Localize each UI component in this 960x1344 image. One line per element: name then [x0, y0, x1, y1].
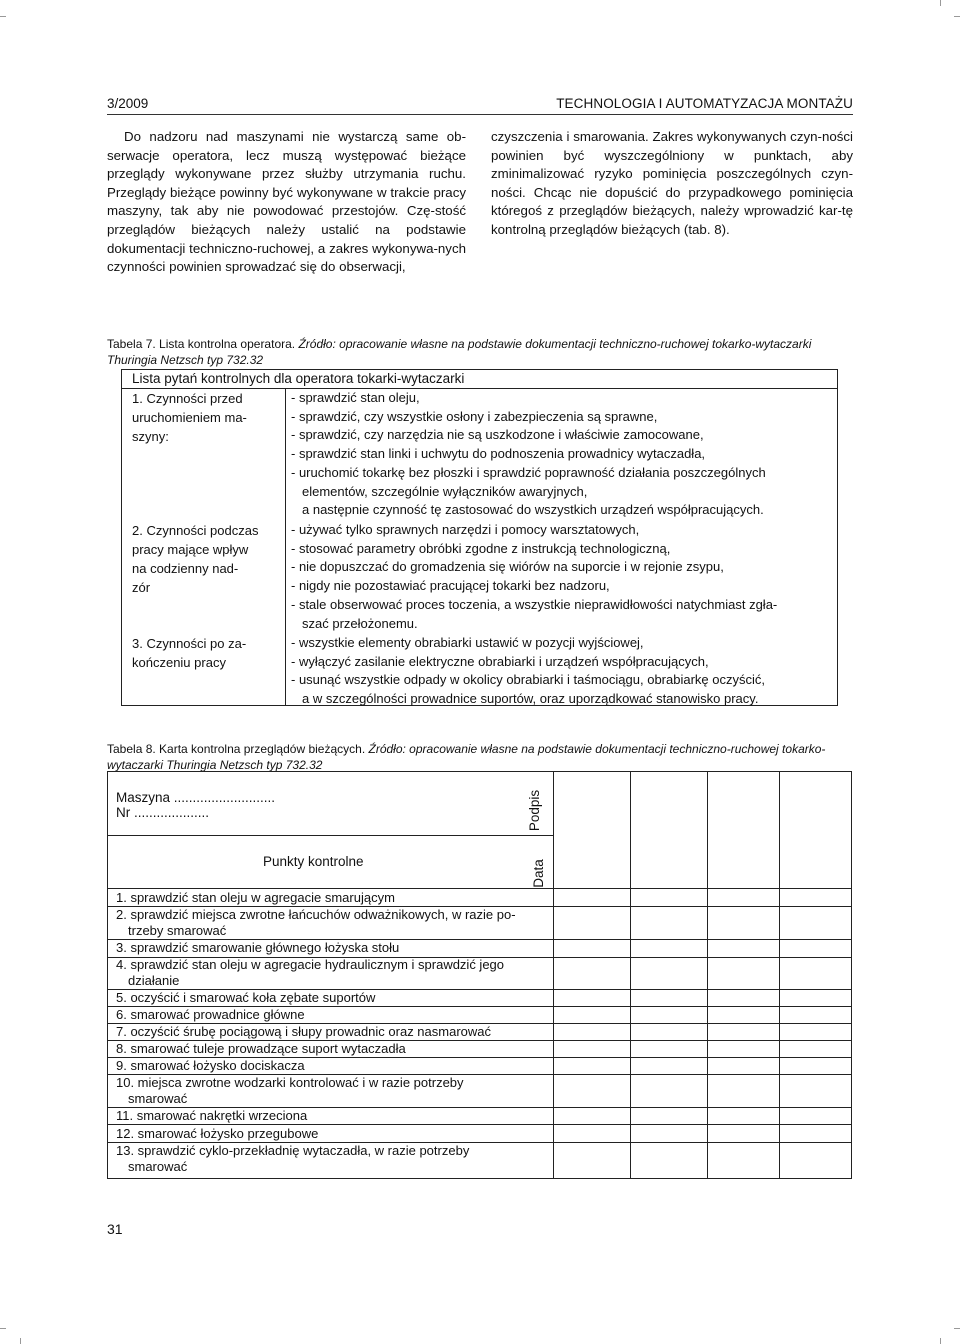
body-text-right-column — [491, 128, 853, 240]
checklist-item: - sprawdzić, czy narzędzia nie są uszkodzone i właściwie zamocowane, — [291, 427, 704, 443]
question-line: 2. Czynności podczas — [132, 523, 259, 538]
section-items — [291, 389, 828, 520]
text-line: Do nadzoru nad maszynami nie wystarczą same ob- — [124, 129, 466, 144]
table7-caption — [107, 336, 855, 368]
checklist-item: - nie dopuszczać do gromadzenia się wiórów na suporcie i w rejonie zsypu, — [291, 559, 724, 575]
item-line: a następnie czynność tę zastosować do wszystkich urządzeń współpracujących. — [302, 502, 764, 518]
row-line: 8. smarować tuleje prowadzące suport wytaczadła — [116, 1041, 406, 1056]
text-line: serwacje operatora, lecz muszą występować bieżące — [107, 147, 466, 163]
column-divider — [707, 772, 708, 1178]
row-line: 4. sprawdzić stan oleju w agregacie hydraulicznym i sprawdzić jego — [116, 957, 505, 972]
item-line: - stale obserwować proces toczenia, a wszystkie nieprawidłowości natychmiast zgła- — [291, 596, 778, 612]
column-divider — [630, 772, 631, 1178]
row-line: 6. smarować prowadnice główne — [116, 1007, 305, 1022]
date-column-header: Data — [530, 859, 546, 888]
control-point-row — [116, 1108, 548, 1124]
row-line: trzeby smarować — [128, 922, 227, 938]
crop-mark — [0, 16, 6, 17]
checklist-item: - sprawdzić stan linki i uchwytu do podnoszenia prowadnicy wytaczadła, — [291, 446, 706, 462]
control-point-row — [116, 907, 548, 938]
checklist-item: - sprawdzić stan oleju, — [291, 390, 420, 405]
row-divider — [108, 1124, 851, 1125]
column-divider — [285, 388, 286, 705]
crop-mark — [940, 1338, 941, 1344]
table-title-row — [122, 370, 837, 389]
row-line: smarować — [128, 1090, 188, 1106]
control-point-row — [116, 940, 548, 956]
item-line: szać przełożonemu. — [302, 615, 418, 631]
control-point-row — [116, 990, 548, 1006]
section-question — [132, 634, 275, 672]
checklist-item: - nigdy nie pozostawiać pracującej tokarki bez nadzoru, — [291, 578, 610, 594]
inspection-control-card-table — [107, 771, 852, 1179]
row-divider — [108, 888, 851, 889]
question-line: kończeniu pracy — [132, 655, 226, 670]
machine-label: Maszyna ........................... — [116, 790, 276, 805]
question-line: pracy mające wpływ — [132, 542, 249, 557]
row-line: 11. smarować nakrętki wrzeciona — [116, 1108, 308, 1123]
caption-source: Źródło: opracowanie własne na podstawie dokumentacji techniczno-ruchowej tokarko-wytaczarki — [298, 337, 812, 351]
question-line: na codzienny nad- — [132, 561, 239, 576]
checklist-item: - używać tylko sprawnych narzędzi i pomocy warsztatowych, — [291, 522, 640, 537]
checklist-item — [291, 596, 828, 633]
control-point-row — [116, 1075, 548, 1106]
checklist-item: - sprawdzić, czy wszystkie osłony i zabezpieczenia są sprawne, — [291, 408, 658, 424]
control-point-row — [116, 1126, 548, 1142]
number-label: Nr .................... — [116, 805, 210, 820]
crop-mark — [20, 1338, 21, 1344]
checklist-item: - stosować parametry obróbki zgodne z instrukcją technologiczną, — [291, 540, 671, 556]
column-divider — [779, 772, 780, 1178]
row-line: 10. miejsca zwrotne wodzarki kontrolować i w razie potrzeby — [116, 1075, 464, 1090]
control-point-row — [116, 1058, 548, 1074]
text-line: Przeglądy bieżące powinny być wykonywane w trakcie — [107, 184, 430, 200]
checklist-item — [291, 671, 828, 708]
row-line: 1. sprawdzić stan oleju w agregacie smarującym — [116, 890, 395, 905]
row-line: smarować — [128, 1158, 188, 1174]
item-line: - uruchomić tokarkę bez płoszki i sprawdzić poprawność działania poszczególnych — [291, 464, 766, 480]
body-paragraph — [107, 128, 466, 277]
control-point-row — [116, 1007, 548, 1023]
section-question — [132, 521, 275, 597]
page-header — [107, 94, 853, 115]
caption-source: Thuringia Netzsch typ 732.32 — [107, 353, 264, 367]
table8-caption — [107, 741, 855, 773]
item-line: a w szczególności prowadnice suportów, oraz uporządkować stanowisko pracy. — [302, 691, 759, 707]
operator-checklist-table — [121, 369, 838, 706]
crop-mark — [954, 1328, 960, 1329]
machine-info — [116, 790, 275, 820]
control-points-header: Punkty kontrolne — [263, 854, 364, 869]
checklist-item: - wyłączyć zasilanie elektryczne obrabiarki i urządzeń współpracujących, — [291, 653, 709, 669]
question-line: 3. Czynności po za- — [132, 636, 247, 651]
crop-mark — [0, 1328, 6, 1329]
column-divider — [553, 772, 554, 1178]
section-question — [132, 389, 275, 446]
control-point-row — [116, 1143, 548, 1174]
question-line: 1. Czynności przed — [132, 391, 243, 406]
text-line: tę kontrolną przeglądów bieżących (tab. 8). — [491, 203, 853, 237]
row-divider — [108, 835, 553, 836]
row-line: działanie — [128, 972, 180, 988]
table-title: Lista pytań kontrolnych dla operatora tokarki-wytaczarki — [132, 371, 465, 386]
text-line: ności. Chcąc nie dopuścić do przypadkowego pominięcia — [491, 184, 853, 200]
page-number: 31 — [107, 1221, 123, 1237]
item-line: - usunąć wszystkie odpady w okolicy obrabiarki i taśmociągu, obrabiarkę oczyścić, — [291, 672, 765, 688]
control-point-row — [116, 890, 548, 906]
text-line: dokumentacji techniczno-ruchowej, a zakres wykonywa- — [107, 240, 438, 256]
section-items — [291, 634, 828, 709]
question-line: uruchomieniem ma- — [132, 410, 247, 425]
section-items — [291, 521, 828, 633]
row-line: 9. smarować łożysko dociskacza — [116, 1058, 305, 1073]
crop-mark — [954, 16, 960, 17]
text-line: ności powinien być wyszczególniony w punktach, aby — [491, 129, 853, 163]
text-line: zminimalizować ryzyko pominięcia poszczególnych czyn- — [491, 166, 853, 182]
issue-number: 3/2009 — [107, 96, 149, 111]
body-paragraph — [491, 128, 853, 240]
item-line: elementów, szczególnie wyłączników awaryjnych, — [302, 483, 588, 499]
journal-title: TECHNOLOGIA I AUTOMATYZACJA MONTAŻU — [556, 96, 853, 111]
text-line: pracy maszyny, tak aby nie powodować przestojów. Czę- — [107, 184, 466, 219]
row-line: 5. oczyścić i smarować koła zębate suportów — [116, 990, 376, 1005]
crop-mark — [940, 0, 941, 6]
control-point-row — [116, 1024, 548, 1040]
text-line: nych czynności powinien sprowadzać się do obserwacji, — [107, 240, 466, 275]
control-point-row — [116, 957, 548, 988]
text-line: stość przeglądów bieżących należy ustalić na podstawie — [107, 203, 466, 237]
checklist-item: - wszystkie elementy obrabiarki ustawić w pozycji wyjściowej, — [291, 635, 644, 650]
row-line: 3. sprawdzić smarowanie głównego łożyska stołu — [116, 940, 400, 955]
text-line: przeglądy wykonywane przez służby utrzymania ruchu. — [107, 166, 466, 182]
caption-source: wytaczarki Thuringia Netzsch typ 732.32 — [107, 758, 323, 772]
body-text-left-column — [107, 128, 466, 277]
row-line: 12. smarować łożysko przegubowe — [116, 1126, 319, 1141]
control-point-row — [116, 1041, 548, 1057]
caption-source: Źródło: opracowanie własne na podstawie dokumentacji techniczno-ruchowej tokarko- — [368, 742, 826, 756]
question-line: szyny: — [132, 429, 169, 444]
row-line: 7. oczyścić śrubę pociągową i słupy prowadnic oraz nasmarować — [116, 1024, 492, 1039]
caption-label: Tabela 7. Lista kontrolna operatora. — [107, 337, 296, 351]
question-line: zór — [132, 580, 151, 595]
row-line: 13. sprawdzić cyklo-przekładnię wytaczadła, w razie potrzeby — [116, 1143, 470, 1158]
checklist-item — [291, 464, 828, 520]
text-line: czyszczenia i smarowania. Zakres wykonywanych czyn- — [491, 129, 822, 144]
signature-column-header: Podpis — [527, 789, 543, 832]
row-line: 2. sprawdzić miejsca zwrotne łańcuchów odważnikowych, w razie po- — [116, 907, 516, 922]
caption-label: Tabela 8. Karta kontrolna przeglądów bieżących. — [107, 742, 366, 756]
text-line: któregoś z przeglądów bieżących, należy wprowadzić kar- — [491, 203, 842, 219]
